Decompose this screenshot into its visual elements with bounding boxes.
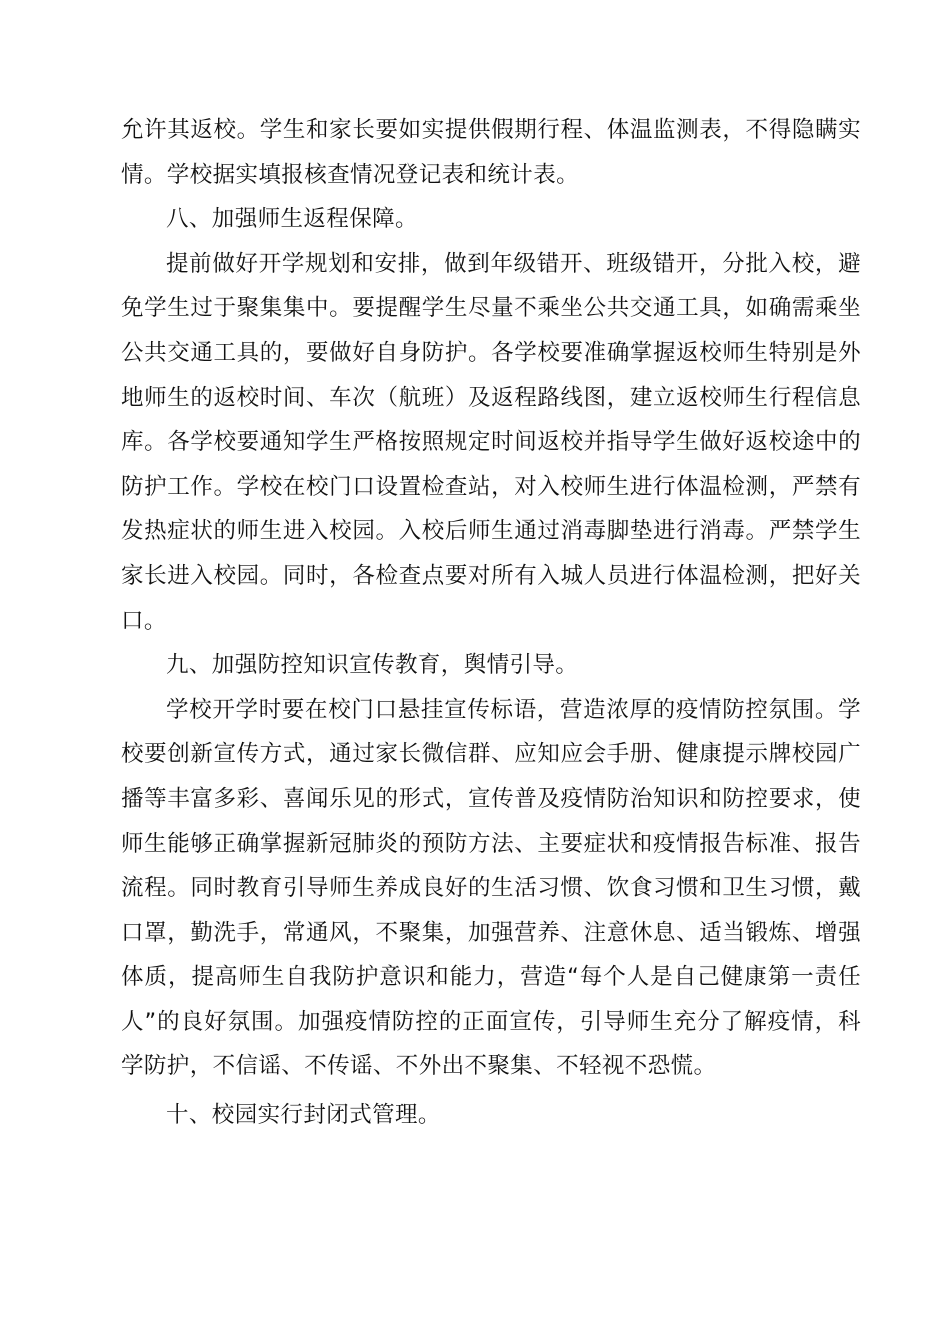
paragraph-continuation: 允许其返校。学生和家长要如实提供假期行程、体温监测表，不得隐瞒实情。学校据实填报核查情况登记表和统计表。 [121,117,861,188]
paragraph-publicity-education: 学校开学时要在校门口悬挂宣传标语，营造浓厚的疫情防控氛围。学校要创新宣传方式，通过家长微信群、应知应会手册、健康提示牌校园广播等丰富多彩、喜闻乐见的形式，宣传普及疫情防治知识和防控要求，使师生能够正确掌握新冠肺炎的预防方法、主要症状和疫情报告标准、报告流程。同时教育引导师生养成良好的生活习惯、饮食习惯和卫生习惯，戴口罩，勤洗手，常通风，不聚集，加强营养、注意休息、适当锻炼、增强体质，提高师生自我防护意识和能力，营造“每个人是自己健康第一责任人”的良好氛围。加强疫情防控的正面宣传，引导师生充分了解疫情，科学防护，不信谣、不传谣、不外出不聚集、不轻视不恐慌。 [121,696,861,1080]
section-heading-10: 十、校园实行封闭式管理。 [166,1102,441,1129]
paragraph-return-safeguard: 提前做好开学规划和安排，做到年级错开、班级错开，分批入校，避免学生过于聚集集中。要提醒学生尽量不乘坐公共交通工具，如确需乘坐公共交通工具的，要做好自身防护。各学校要准确掌握返校师生特别是外地师生的返校时间、车次（航班）及返程路线图，建立返校师生行程信息库。各学校要通知学生严格按照规定时间返校并指导学生做好返校途中的防护工作。学校在校门口设置检查站，对入校师生进行体温检测，严禁有发热症状的师生进入校园。入校后师生通过消毒脚垫进行消毒。严禁学生家长进入校园。同时，各检查点要对所有入城人员进行体温检测，把好关口。 [121,250,861,634]
document-body [121,108,861,1138]
section-heading-8: 八、加强师生返程保障。 [166,206,418,233]
section-heading-9: 九、加强防控知识宣传教育，舆情引导。 [166,652,579,679]
